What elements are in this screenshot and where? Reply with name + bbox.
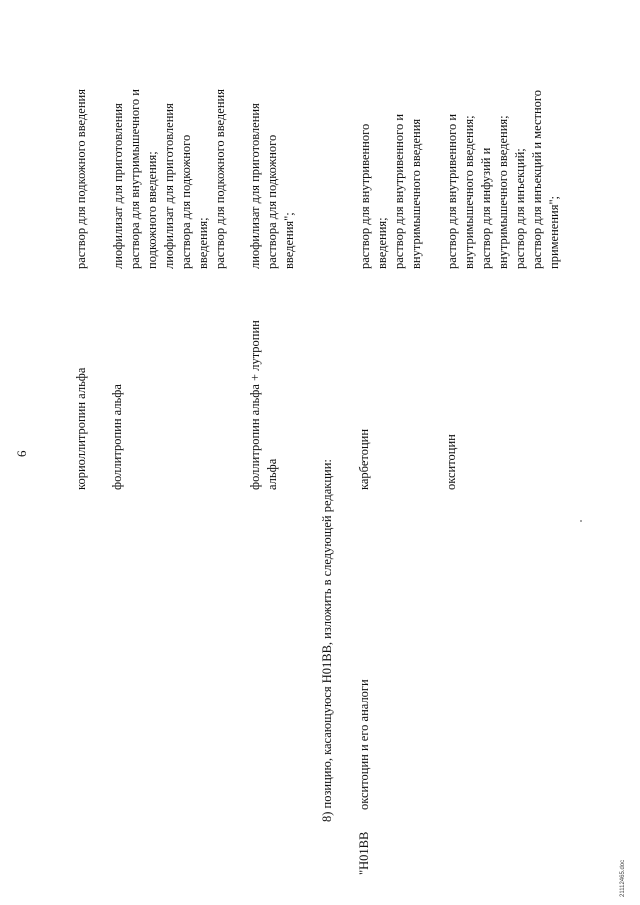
text-line: карбетоцин (357, 428, 371, 490)
forms-coriofollitropin (74, 89, 89, 269)
text-line: раствор для внутривенного и (445, 113, 459, 269)
text-line: лиофилизат для приготовления (248, 103, 262, 269)
text-line: раствора для подкожного (179, 134, 193, 269)
text-line: внутримышечного введения; (496, 115, 510, 269)
page-number: 6 (14, 450, 29, 457)
scan-speck (580, 520, 582, 522)
text-line: фоллитропин альфа + лутропин (248, 320, 262, 490)
text-line: фоллитропин альфа (110, 384, 124, 490)
text-line: раствор для внутривенного (358, 123, 372, 269)
text-line: раствор для инъекций и местного (530, 90, 544, 269)
forms-oxytocin (444, 90, 563, 269)
text-line: внутримышечного введения; (462, 115, 476, 269)
forms-follitropin-lutropin (247, 103, 298, 269)
text-line: раствор для инъекций; (513, 148, 527, 269)
text-line: альфа (265, 458, 279, 490)
footer-file-name: 21112465.doc (620, 859, 626, 897)
text-line: раствор для подкожного введения (74, 89, 88, 269)
text-line: введения; (196, 217, 210, 269)
text-line: лиофилизат для приготовления (111, 103, 125, 269)
substance-coriofollitropin (74, 368, 89, 490)
forms-follitropin-alfa (110, 89, 229, 269)
text-line: введения; (375, 217, 389, 269)
substance-carbetocin (357, 429, 372, 490)
text-line: введения"; (282, 212, 296, 269)
text-line: лиофилизат для приготовления (162, 103, 176, 269)
forms-carbetocin (357, 114, 425, 269)
text-line: раствор для внутривенного и (392, 113, 406, 269)
substance-oxytocin (444, 434, 459, 490)
text-line: раствор для подкожного введения (213, 89, 227, 269)
atc-code: "H01BB (357, 831, 371, 875)
text-line: окситоцин (444, 434, 458, 490)
text-line: применения"; (547, 195, 561, 269)
text-line: кориоллитропин альфа (74, 367, 88, 490)
substance-follitropin-alfa (110, 384, 125, 490)
text-line: раствора для внутримышечного и (128, 89, 142, 269)
text-line: раствора для подкожного (265, 134, 279, 269)
text-line: подкожного введения; (145, 151, 159, 269)
text-line: внутримышечного введения (409, 118, 423, 269)
group-name: окситоцин и его аналоги (357, 679, 371, 810)
substance-follitropin-lutropin (247, 320, 281, 490)
text-line: раствор для инфузий и (479, 147, 493, 269)
intro-sentence: 8) позицию, касающуюся H01BB, изложить в следующей редакции: (320, 459, 334, 822)
